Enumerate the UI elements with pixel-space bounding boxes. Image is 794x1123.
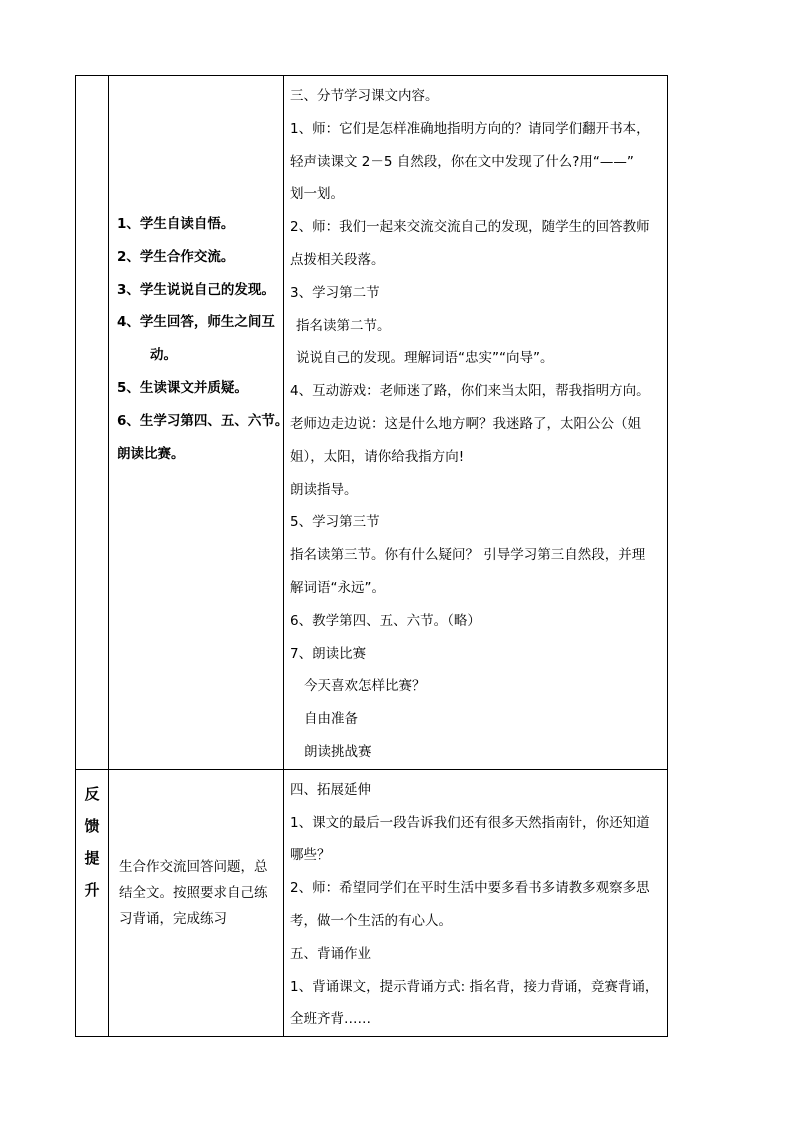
student-item: 动。 [150,347,177,364]
teacher-line: 点拨相关段落。 [290,251,385,268]
stage-label-cell-empty [76,76,109,770]
student-item: 4、学生回答，师生之间互 [117,314,275,331]
teacher-line: 指名读第二节。 [296,317,391,334]
stage-label-char: 馈 [84,816,100,835]
teacher-line: 1、师：它们是怎样准确地指明方向的？请同学们翻开书本， [290,120,650,137]
teacher-line: 考，做一个生活的有心人。 [290,912,452,929]
teacher-line: 2、师：我们一起来交流交流自己的发现，随学生的回答教师 [290,219,650,236]
teacher-line: 划一划。 [290,186,344,203]
teacher-line: 老师边走边说：这是什么地方啊？我迷路了，太阳公公（姐 [290,415,641,432]
stage-label-char: 提 [84,848,100,867]
teacher-line: 四、拓展延伸 [290,781,371,798]
teacher-line: 朗读挑战赛 [304,743,372,760]
stage-label-char: 反 [84,784,100,803]
lesson-plan-table [75,75,668,1037]
teacher-line: 1、课文的最后一段告诉我们还有很多天然指南针，你还知道 [290,814,650,831]
student-activity-cell [109,76,289,770]
student-item: 2、学生合作交流。 [117,248,235,265]
student-line: 生合作交流回答问题，总 [119,858,268,875]
teacher-line: 2、师：希望同学们在平时生活中要多看书多请教多观察多思 [290,880,650,897]
teacher-line: 三、分节学习课文内容。 [290,88,439,104]
table-row-feedback [76,769,668,1036]
teacher-activity-cell [284,769,668,1036]
teacher-line: 今天喜欢怎样比赛？ [304,678,426,695]
teacher-line: 朗读指导。 [290,481,358,498]
teacher-line: 7、朗读比赛 [290,645,367,662]
student-item: 3、学生说说自己的发现。 [117,281,275,298]
teacher-line: 五、背诵作业 [290,945,371,962]
teacher-line: 指名读第三节。你有什么疑问？ 引导学习第三自然段，并理 [290,547,646,564]
teacher-line: 解词语“永远”。 [290,579,385,596]
stage-label-cell [76,769,109,1036]
teacher-line: 1、背诵课文，提示背诵方式: 指名背，接力背诵，竞赛背诵， [290,978,659,995]
student-activity-cell [109,769,284,1036]
student-item: 朗读比赛。 [117,445,185,462]
stage-label-char: 升 [84,880,100,899]
teacher-line: 全班齐背…… [290,1011,371,1028]
teacher-activity-cell [284,76,668,770]
student-line: 习背诵，完成练习 [119,910,227,927]
student-item: 1、学生自读自悟。 [117,216,235,232]
teacher-line: 姐），太阳，请你给我指方向! [290,448,465,465]
student-item: 6、生学习第四、五、六节。 [117,412,289,429]
student-line: 结全文。按照要求自己练 [119,884,268,901]
teacher-line: 5、学习第三节 [290,514,380,531]
teacher-line: 哪些？ [290,847,331,864]
teacher-line: 说说自己的发现。理解词语“忠实”“向导”。 [296,350,554,367]
teacher-line: 3、学习第二节 [290,284,380,301]
teacher-line: 轻声读课文 2－5 自然段，你在文中发现了什么?用“——” [290,153,634,170]
teacher-line: 4、互动游戏：老师迷了路，你们来当太阳，帮我指明方向。 [290,383,650,400]
table-row-study [76,76,668,770]
student-item: 5、生读课文并质疑。 [117,379,248,396]
stage-label [76,770,108,906]
teacher-line: 6、教学第四、五、六节。（略） [290,612,481,629]
teacher-line: 自由准备 [304,711,358,728]
